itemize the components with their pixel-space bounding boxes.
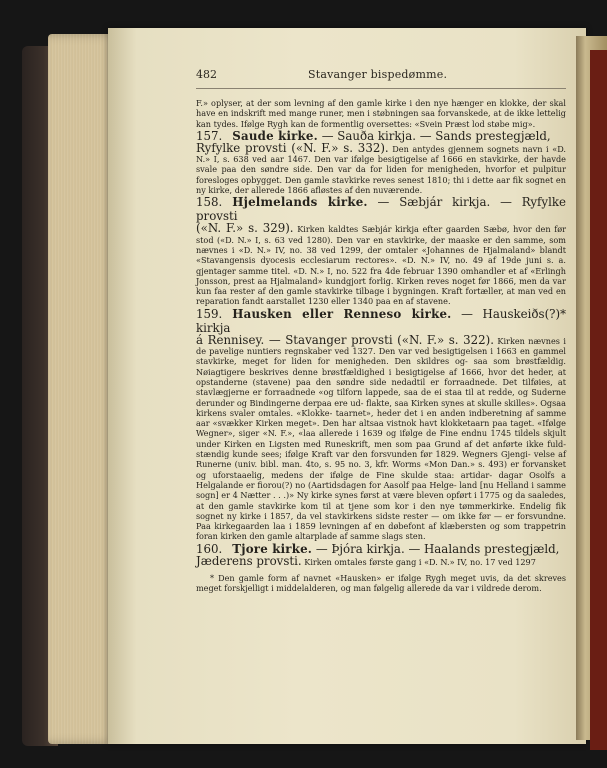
text-line: Præst lod støbe mig». bbox=[444, 118, 536, 129]
text-line: saa de ei staa til at redde, og Suderne derunder og Bindingerne derpaa ere ud- bbox=[196, 387, 566, 408]
text-line: 1390 omhandler et af «Erlingh Jonsson, prest aa Hjalmaland» kundgjort forlig. bbox=[196, 265, 566, 286]
text-line: skreves meget forskjelligt i middelalderen, og man følgelig allerede da var i bbox=[196, 572, 566, 594]
text-line: meget». Den har altsaa vistnok havt klokketaarn paa taget. «Ifølge Wegner», bbox=[196, 418, 566, 439]
entry-157-body bbox=[196, 140, 566, 196]
text-line: * Den gamle form af navnet «Hausken» er ifølge Rygh meget uvis, da det bbox=[210, 572, 531, 583]
text-line: thi i dette aar fik sognet en ny kirke, der allerede 1866 afløstes af den nuværende. bbox=[196, 174, 566, 196]
footnote bbox=[196, 573, 566, 594]
text-line: saa som brøstfældig. Nøiagtigere beskrives denne brøstfældighed i besigtigelse bbox=[196, 356, 566, 377]
text-line: Kirken en Ligsten med Runeskrift, men som paa Grund af det anførte ikke fuld- bbox=[224, 438, 566, 449]
entry-number: 160. bbox=[196, 541, 223, 556]
text-line: den gamle altarplade af samme slags sten. bbox=[249, 531, 426, 542]
church-name: Hausken eller Renneso kirke. bbox=[232, 306, 452, 321]
entry-number: 158. bbox=[196, 195, 223, 210]
book-cover-right bbox=[590, 50, 607, 750]
text-line: 49 af 19de juni s. a. gjentager samme titel. «D. N.» I, no. 522 fra 4de februar bbox=[196, 255, 566, 276]
page-text bbox=[196, 98, 566, 594]
text-line: er forraadnede. Det tilføies, at stavlægjerne er forraadnede «og tilforn lappede, bbox=[196, 376, 566, 398]
church-name: Hjelmelands kirke. bbox=[232, 195, 368, 210]
entry-159-heading bbox=[196, 307, 566, 335]
entry-160-body bbox=[196, 553, 566, 568]
running-title: Stavanger bispedømme. bbox=[308, 68, 448, 81]
text-line: vel stavkirkens sidste rester — om ikke før — er forsvundne. Paa kirkegaarden bbox=[196, 510, 566, 532]
header-rule bbox=[196, 88, 566, 89]
entry-159-body bbox=[196, 332, 567, 542]
text-line: at de ikke lettelig kan tydes. Ifølge Rygh kan de formentlig oversettes: «Svein bbox=[196, 108, 567, 129]
entry-heading-line2: á Rennisey. — Stavanger provsti («N. F.» s. 322). bbox=[196, 332, 494, 347]
text-line: Kirken nævnes bbox=[497, 335, 560, 346]
text-line: vildrede derom. bbox=[476, 583, 542, 594]
entry-heading-line2: («N. F.» s. 329). bbox=[196, 221, 294, 236]
page-number: 482 bbox=[196, 68, 217, 81]
text-line: Kirken reves noget før 1866, men da var kun faa rester af den gamle stavkirke bbox=[196, 275, 566, 297]
entry-158-body bbox=[196, 223, 566, 306]
text-line: Kirken kaldtes Sæbjár kirkja efter gaarden Sæbø, hvor bbox=[297, 224, 532, 235]
text-line: der skal have en indskrift med mange runer, men i støbningen saa forvanskede, bbox=[196, 98, 566, 119]
text-line: tjene som kor i den nye tømmerkirke. Endelig fik sognet ny kirke i 1857, da bbox=[196, 500, 566, 521]
text-line: den samme, som nævnes i «D. N.» IV, no. 38 ved 1299, der omtaler «Johannes de bbox=[196, 234, 566, 255]
entry-heading-line2: Jæderens provsti. bbox=[196, 553, 302, 568]
text-line: Hjalmaland» blandt «Stavangensis dyocesis ecclesiarum rectores». «D. N.» IV, no. bbox=[196, 244, 566, 266]
text-line: er forvansket og uforstaaelig, medens der ifølge de Fine skulde staa: artidar- bbox=[196, 459, 566, 480]
text-line: F.» oplyser, at der som levning af den gamle kirke i den nye hænger en klokke, bbox=[196, 98, 530, 108]
text-line: af 1666, hvor det heder, at opstanderne (stavene) paa den søndre side nedadtil bbox=[196, 366, 566, 387]
text-line: være bleven opført i 1775 og da saaledes, at den gamle stavkirke kom til at bbox=[196, 490, 566, 511]
text-line: siger «N. F.», «laa allerede i 1639 og ifølge de Fine endnu 1745 tildels skjult under bbox=[196, 428, 567, 449]
text-line: taarnet», heder det i en anden indberetning af samme aar «svækker Kirken bbox=[196, 407, 567, 429]
entry-number: 157. bbox=[196, 128, 223, 143]
text-line: Kirken omtales første gang i «D. N.» IV, no. 17 ved 1297 bbox=[304, 556, 536, 567]
entry-heading-line2: Ryfylke provsti («N. F.» s. 332). bbox=[196, 140, 389, 155]
text-line: 1230 eller 1340 paa en af stavene. bbox=[307, 296, 451, 307]
text-line: stændig kunde sees; ifølge Kraft var den forsvunden før 1829. Wegners Gjengi- bbox=[196, 449, 531, 460]
text-line: der havde svale paa den søndre side. Den var da for liden for menigheden, bbox=[196, 154, 566, 175]
entry-heading-text: — Sauða kirkja. — Sands prestegjæld, bbox=[317, 128, 551, 143]
text-line: dagar Osolfs a Helgalande er fiorou(?) no (Aartidsdagen for Aasolf paa Helge- bbox=[196, 469, 566, 490]
entry-heading-text: — Þjóra kirkja. — Haalands prestegjæld, bbox=[312, 541, 560, 556]
text-line: land [nu Helland i samme sogn] er 4 Nætter . . .)» Ny kirke synes først at bbox=[196, 479, 566, 501]
text-line: flakte, saa Kirken synes at skulle skilles». Ogsaa kirkens svaler omtales. «Klokke- bbox=[196, 397, 566, 418]
entry-158-heading bbox=[196, 195, 566, 223]
page-header bbox=[196, 68, 566, 84]
church-name: Tjore kirke. bbox=[232, 541, 313, 556]
entry-number: 159. bbox=[196, 306, 223, 321]
text-line: i de pavelige nuntiers regnskaber ved 1327. Den var ved besigtigelsen i bbox=[196, 335, 566, 357]
text-line: 1663 en gammel stavkirke, meget for liden for menigheden. Den skildres og- bbox=[196, 346, 566, 367]
entry-heading-text: — Sæbjár kirkja. — Ryfylke provsti bbox=[196, 195, 566, 224]
entry-heading-text: — Hauskeiðs(?)* kirkja bbox=[196, 306, 566, 335]
text-line: laa i 1859 levningen af en døbefont af klæbersten og som trappetrin foran kirken bbox=[196, 521, 566, 542]
text-line: den før stod («D. N.» I, s. 63 ved 1280). Den var en stavkirke, der maaske er bbox=[196, 224, 566, 245]
text-line: «D. N.» I, s. 638 ved aar 1467. Den var ifølge besigtigelse af 1666 en stavkirke, bbox=[196, 143, 566, 165]
text-line: Den antydes gjennem sognets navn i bbox=[392, 143, 549, 154]
intro-paragraph bbox=[196, 98, 566, 129]
text-line: tilbage i bygningen. Kraft fortæller, at man ved en reparation fandt aarstallet bbox=[196, 286, 566, 307]
text-line: velse af Runerne (univ. bibl. man. 4to, s. 95 no. 3, kfr. Worms «Mon Dan.» s. 493) bbox=[196, 449, 566, 470]
church-name: Saude kirke. bbox=[232, 128, 318, 143]
text-line: hvorfor et pulpitur foresloges opbygget. Den gamle stavkirke reves senest 1810; bbox=[196, 164, 566, 185]
